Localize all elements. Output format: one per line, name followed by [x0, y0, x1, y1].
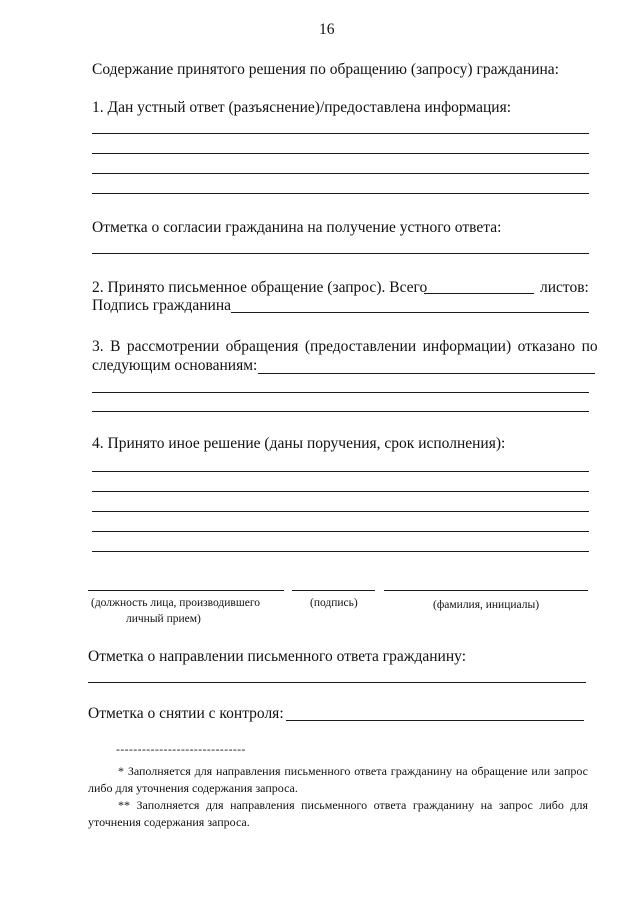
consent-label: Отметка о согласии гражданина на получение устного ответа: — [92, 219, 502, 236]
refusal-grounds-line-1 — [258, 373, 595, 374]
refusal-grounds-line-3 — [92, 411, 589, 412]
sheets-suffix: листов: — [540, 279, 589, 296]
decision-heading: Содержание принятого решения по обращению (запросу) гражданина: — [92, 61, 559, 78]
signature-caption: (подпись) — [310, 597, 358, 609]
written-reply-line — [88, 682, 586, 683]
other-decision-line-5 — [92, 551, 589, 552]
other-decision-line-4 — [92, 531, 589, 532]
refusal-grounds-line-2 — [92, 392, 589, 393]
sheets-count-line — [424, 293, 534, 294]
section4-label: 4. Принято иное решение (даны поручения, срок исполнения): — [92, 435, 506, 452]
other-decision-line-1 — [92, 471, 589, 472]
page-number: 16 — [319, 21, 335, 38]
consent-line — [92, 253, 589, 254]
footnote-1: * Заполняется для направления письменного ответа гражданину на обращение или запрос либо для уточнения содержания запроса. — [88, 764, 588, 795]
control-removal-line — [286, 720, 584, 721]
official-position-line — [88, 590, 284, 591]
official-name-line — [384, 590, 588, 591]
other-decision-line-2 — [92, 491, 589, 492]
citizen-signature-label: Подпись гражданина — [92, 297, 232, 314]
position-caption-line2: личный прием) — [126, 613, 201, 625]
control-removal-label: Отметка о снятии с контроля: — [88, 705, 284, 722]
other-decision-line-3 — [92, 511, 589, 512]
name-caption: (фамилия, инициалы) — [433, 599, 540, 611]
footnote-separator: ------------------------------ — [116, 744, 246, 756]
official-signature-line — [292, 590, 375, 591]
section3-line2: следующим основаниям: — [92, 357, 258, 374]
section1-answer-line-2 — [92, 153, 589, 154]
citizen-signature-line — [231, 312, 589, 313]
section2-label: 2. Принято письменное обращение (запрос). Всего — [92, 279, 428, 296]
position-caption-line1: (должность лица, производившего — [91, 597, 261, 609]
section1-answer-line-4 — [92, 193, 589, 194]
footnote-2: ** Заполняется для направления письменного ответа гражданину на запрос либо для уточнения содержания запроса. — [88, 798, 588, 829]
section1-answer-line-3 — [92, 173, 589, 174]
section1-label: 1. Дан устный ответ (разъяснение)/предоставлена информация: — [92, 99, 512, 116]
section1-answer-line-1 — [92, 133, 589, 134]
section3-line1: 3. В рассмотрении обращения (предоставлении информации) отказано по — [92, 338, 598, 355]
written-reply-label: Отметка о направлении письменного ответа гражданину: — [88, 648, 466, 665]
